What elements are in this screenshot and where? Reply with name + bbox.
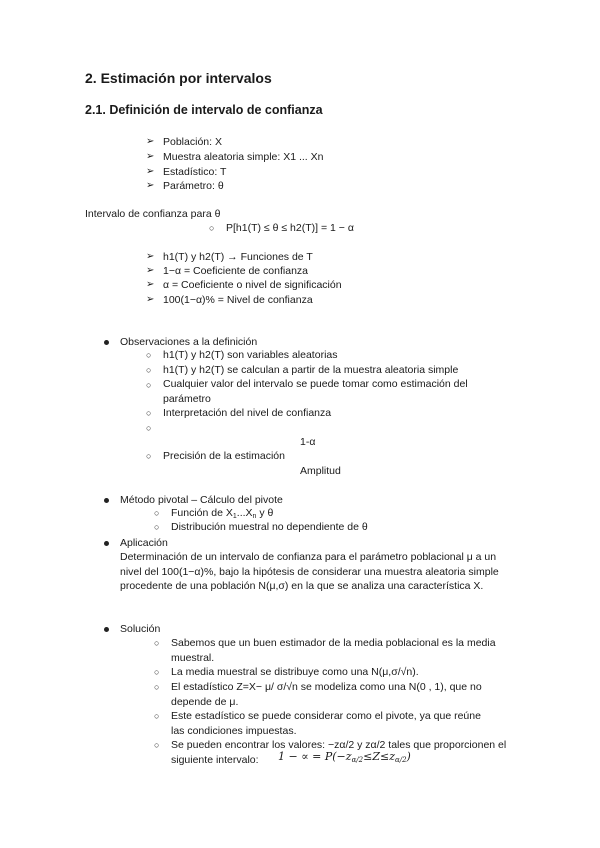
list-item: Sabemos que un buen estimador de la media poblacional es la media muestral. [171, 637, 496, 664]
list-item: h1(T) y h2(T) se calculan a partir de la muestra aleatoria simple [163, 364, 459, 376]
circle-bullet-icon: ○ [154, 522, 160, 532]
circle-bullet-icon: ○ [146, 451, 152, 461]
list-item: Estadístico: T [163, 166, 227, 178]
label-1-alpha: 1-α [300, 436, 316, 448]
pivotal-item1-mid: ...X [236, 507, 253, 519]
list-item: Cualquier valor del intervalo se puede tomar como estimación del parámetro [163, 378, 468, 405]
formula-end: ) [406, 750, 411, 763]
pivotal-title: Método pivotal – Cálculo del pivote [120, 494, 283, 506]
circle-bullet-icon: ○ [146, 423, 152, 433]
list-item: Interpretación del nivel de confianza [163, 407, 332, 419]
bullet-dot-icon [104, 541, 109, 546]
solucion-title: Solución [120, 623, 161, 635]
section-title: 2. Estimación por intervalos [85, 70, 272, 86]
formula-start: 1 − ∝ = P(−z [278, 750, 352, 763]
formula-mid: ≤Z≤z [363, 750, 395, 763]
section-subtitle: 2.1. Definición de intervalo de confianza [85, 103, 323, 117]
formula-sub-1: α/2 [351, 756, 364, 764]
bullet-dot-icon [104, 340, 109, 345]
arrow-bullet-icon: ➢ [146, 151, 155, 162]
circle-bullet-icon: ○ [154, 711, 160, 721]
list-item: Población: X [163, 136, 222, 148]
interval-intro: Intervalo de confianza para θ [85, 208, 221, 220]
list-item: h1(T) y h2(T) → Funciones de T [163, 251, 313, 263]
aplicacion-title: Aplicación [120, 537, 168, 549]
circle-bullet-icon: ○ [146, 350, 152, 360]
circle-bullet-icon: ○ [154, 682, 160, 692]
circle-bullet-icon: ○ [154, 740, 160, 750]
list-item: Parámetro: θ [163, 180, 224, 192]
list-item: 100(1−α)% = Nivel de confianza [163, 294, 313, 306]
arrow-bullet-icon: ➢ [146, 279, 155, 290]
interval-formula: P[h1(T) ≤ θ ≤ h2(T)] = 1 − α [226, 222, 354, 234]
arrow-bullet-icon: ➢ [146, 294, 155, 305]
list-item: h1(T) y h2(T) son variables aleatorias [163, 349, 338, 361]
observaciones-title: Observaciones a la definición [120, 336, 258, 348]
circle-bullet-icon: ○ [154, 508, 160, 518]
circle-bullet-icon: ○ [146, 408, 152, 418]
pivotal-item1-prefix: Función de X [171, 507, 233, 519]
circle-bullet-icon: ○ [154, 638, 160, 648]
circle-bullet-icon: ○ [146, 365, 152, 375]
list-item: Se pueden encontrar los valores: −zα/2 y zα/2 tales que proporcionen el siguiente intervalo: [171, 739, 507, 766]
aplicacion-text: Determinación de un intervalo de confianza para el parámetro poblacional μ a un nivel del 100(1−α)%, bajo la hipótesis de considerar una muestra aleatoria simple procedente de una población N(μ,σ) en la que se analiza una característica X. [120, 551, 499, 592]
bullet-dot-icon [104, 498, 109, 503]
label-amplitud: Amplitud [300, 465, 341, 477]
formula-sub-2: α/2 [395, 756, 407, 764]
list-item: Distribución muestral no dependiente de θ [171, 521, 368, 533]
list-item: Precisión de la estimación [163, 450, 285, 462]
list-item: 1−α = Coeficiente de confianza [163, 265, 309, 277]
list-item: El estadístico Z=X− μ/ σ/√n se modeliza como una N(0 , 1), que no depende de μ. [171, 681, 482, 708]
circle-bullet-icon: ○ [209, 223, 215, 233]
arrow-bullet-icon: ➢ [146, 136, 155, 147]
arrow-bullet-icon: ➢ [146, 251, 155, 262]
solucion-formula [278, 750, 411, 764]
list-item: Este estadístico se puede considerar como el pivote, ya que reúne las condiciones impuestas. [171, 710, 481, 737]
pivotal-item1-sub2: n [252, 513, 257, 520]
arrow-bullet-icon: ➢ [146, 265, 155, 276]
arrow-bullet-icon: ➢ [146, 166, 155, 177]
bullet-dot-icon [104, 627, 109, 632]
circle-bullet-icon: ○ [146, 380, 152, 390]
list-item: La media muestral se distribuye como una N(μ,σ/√n). [171, 666, 419, 678]
circle-bullet-icon: ○ [154, 667, 160, 677]
list-item: α = Coeficiente o nivel de significación [163, 279, 342, 291]
list-item: Muestra aleatoria simple: X1 ... Xn [163, 151, 324, 163]
pivotal-item1-sub1: 1 [232, 513, 237, 520]
arrow-bullet-icon: ➢ [146, 180, 155, 191]
pivotal-item1-suffix: y θ [256, 507, 274, 519]
